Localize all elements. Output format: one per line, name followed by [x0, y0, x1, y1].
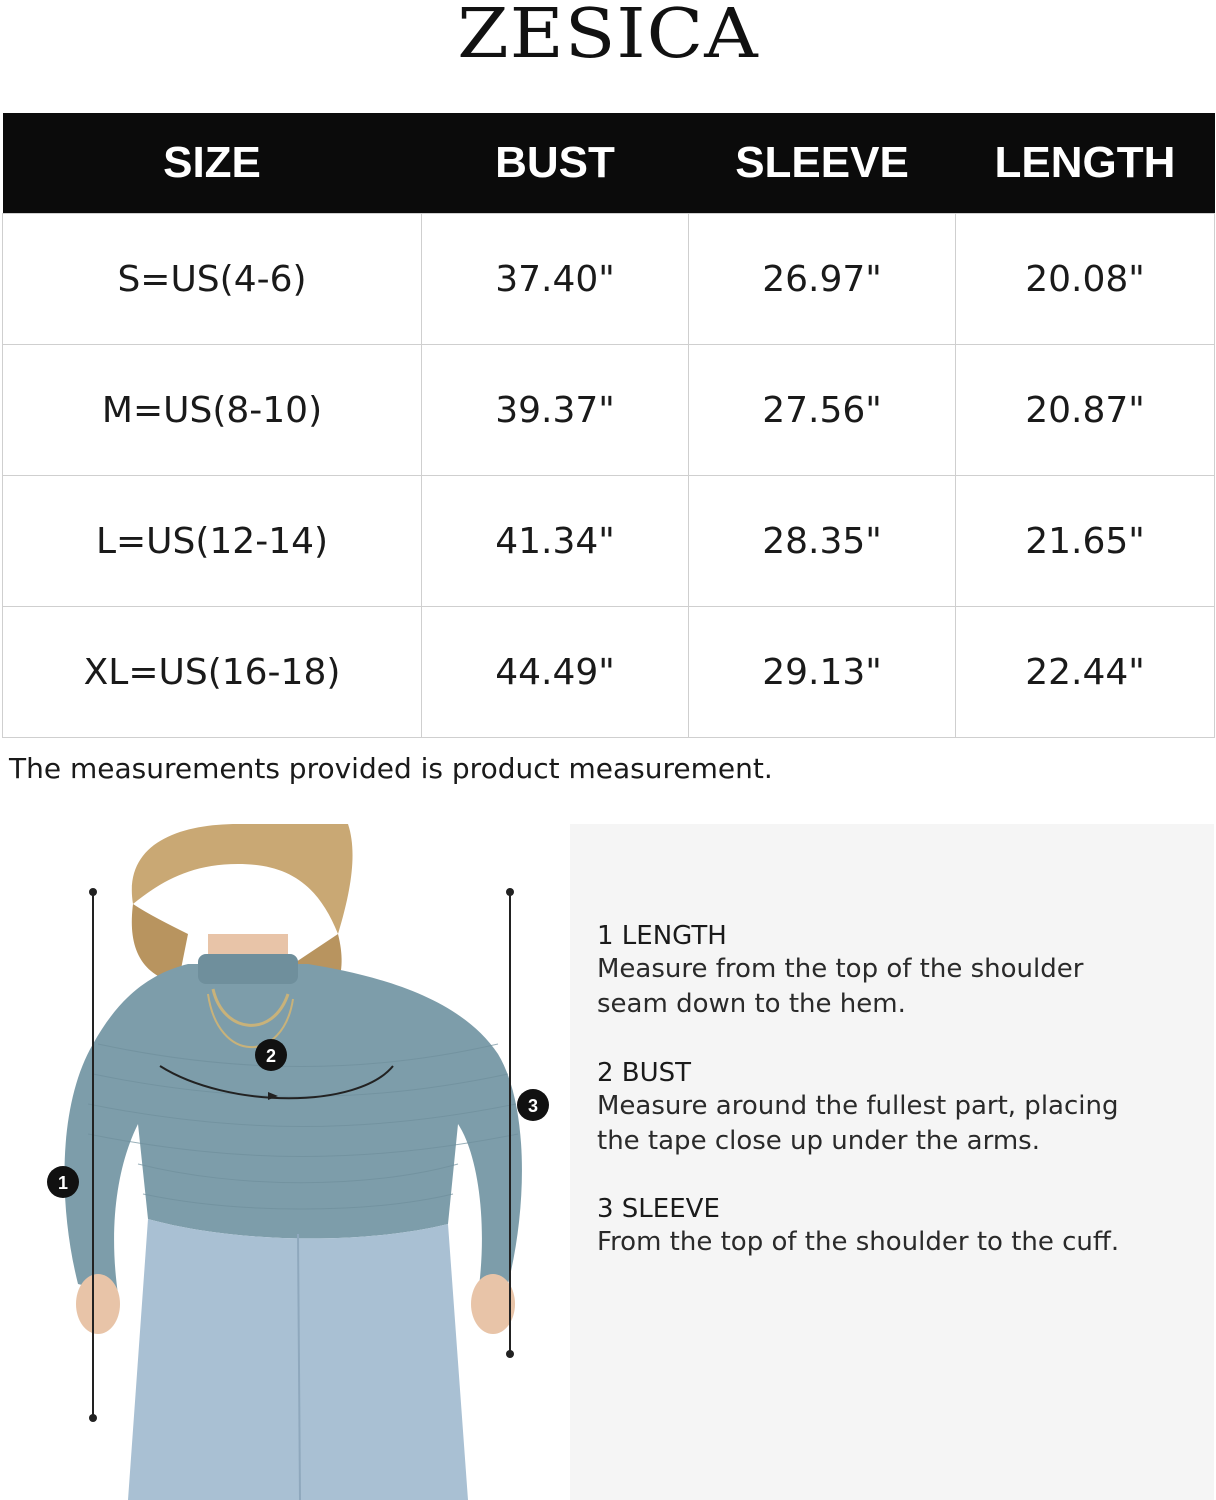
marker-bust — [255, 1039, 287, 1071]
guide-bust — [597, 1057, 1118, 1159]
marker-length — [47, 1166, 79, 1198]
header-length: LENGTH — [956, 113, 1215, 214]
model-photo — [38, 824, 560, 1500]
cell-length: 22.44" — [956, 607, 1215, 738]
svg-text:1: 1 — [57, 1173, 69, 1193]
cell-size: M=US(8-10) — [3, 345, 422, 476]
guide-length — [597, 920, 1083, 1022]
guide-title: 1 LENGTH — [597, 921, 727, 951]
guide-desc-line: Measure from the top of the shoulder — [597, 954, 1084, 984]
cell-bust: 39.37" — [422, 345, 689, 476]
cell-sleeve: 27.56" — [689, 345, 956, 476]
cell-sleeve: 28.35" — [689, 476, 956, 607]
table-row — [3, 607, 1215, 738]
cell-size: L=US(12-14) — [3, 476, 422, 607]
cell-size: S=US(4-6) — [3, 214, 422, 345]
table-row — [3, 345, 1215, 476]
brand-logo: ZESICA — [457, 0, 759, 74]
table-header-row — [3, 113, 1215, 214]
size-chart-table — [2, 113, 1215, 738]
guide-title: 2 BUST — [597, 1058, 692, 1088]
guide-desc-line: From the top of the shoulder to the cuff. — [597, 1227, 1120, 1257]
svg-text:2: 2 — [265, 1046, 277, 1066]
cell-bust: 41.34" — [422, 476, 689, 607]
svg-text:3: 3 — [527, 1096, 539, 1116]
table-row — [3, 214, 1215, 345]
cell-bust: 44.49" — [422, 607, 689, 738]
cell-length: 20.08" — [956, 214, 1215, 345]
header-bust: BUST — [422, 113, 689, 214]
model-illustration — [38, 824, 560, 1500]
guide-title: 3 SLEEVE — [597, 1194, 720, 1224]
cell-sleeve: 26.97" — [689, 214, 956, 345]
guide-sleeve — [597, 1193, 1119, 1260]
guide-desc-line: Measure around the fullest part, placing — [597, 1091, 1119, 1121]
cell-bust: 37.40" — [422, 214, 689, 345]
measure-guide — [570, 824, 1214, 1500]
marker-sleeve — [517, 1089, 549, 1121]
cell-length: 20.87" — [956, 345, 1215, 476]
cell-sleeve: 29.13" — [689, 607, 956, 738]
hair-shape — [132, 824, 353, 934]
cell-length: 21.65" — [956, 476, 1215, 607]
header-sleeve: SLEEVE — [689, 113, 956, 214]
cell-size: XL=US(16-18) — [3, 607, 422, 738]
guide-desc-line: seam down to the hem. — [597, 989, 906, 1019]
header-size: SIZE — [3, 113, 422, 214]
measurement-note: The measurements provided is product measurement. — [9, 752, 773, 785]
guide-desc-line: the tape close up under the arms. — [597, 1126, 1040, 1156]
table-row — [3, 476, 1215, 607]
